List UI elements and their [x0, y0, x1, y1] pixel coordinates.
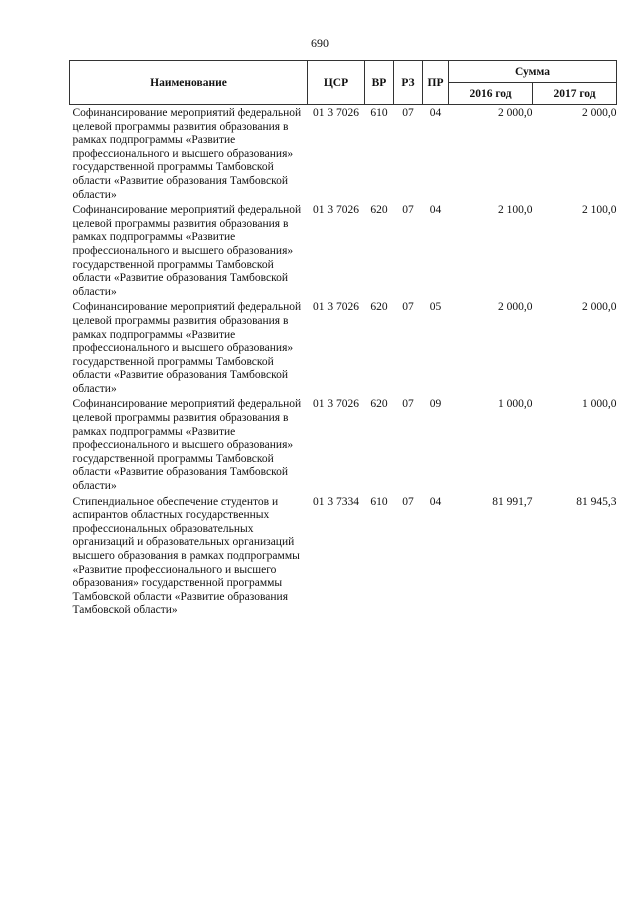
- row-name: Софинансирование мероприятий федеральной целевой программы развития образования в рамках подпрограммы «Развитие профессионального и высшего образования» государственной программы Тамбовской области «Развитие образования Тамбовской области»: [72, 107, 302, 201]
- row-rz: 07: [402, 301, 414, 314]
- row-sum-2016: 2 100,0: [498, 204, 533, 217]
- header-year-2016: 2016 год: [449, 83, 533, 105]
- row-name: Стипендиальное обеспечение студентов и аспирантов областных государственных профессиональных образовательных организаций и образовательных организаций высшего образования в рамках подпрограммы «Развитие профессионального и высшего образования» государственной программы Тамбовской области «Развитие образования Тамбовской области»: [72, 495, 300, 617]
- row-pr: 04: [429, 495, 442, 508]
- table-row: [70, 494, 617, 618]
- row-sum-2016: 1 000,0: [498, 398, 533, 411]
- row-csr: 01 3 7026: [313, 398, 359, 411]
- row-name: Софинансирование мероприятий федеральной целевой программы развития образования в рамках подпрограммы «Развитие профессионального и высшего образования» государственной программы Тамбовской области «Развитие образования Тамбовской области»: [72, 204, 302, 298]
- row-sum-2017: 1 000,0: [582, 398, 617, 411]
- row-sum-2016: 81 991,7: [492, 495, 533, 508]
- row-vr: 620: [370, 301, 388, 314]
- row-rz: 07: [402, 107, 414, 119]
- row-pr: 05: [429, 301, 442, 314]
- row-vr: 620: [370, 204, 388, 217]
- table-body: [70, 105, 617, 618]
- row-sum-2017: 2 000,0: [582, 301, 617, 314]
- row-name: Софинансирование мероприятий федеральной целевой программы развития образования в рамках подпрограммы «Развитие профессионального и высшего образования» государственной программы Тамбовской области «Развитие образования Тамбовской области»: [72, 398, 302, 493]
- row-vr: 610: [370, 107, 388, 119]
- row-pr: 04: [429, 107, 442, 119]
- row-csr: 01 3 7026: [313, 107, 359, 119]
- table-header: [70, 61, 617, 105]
- row-csr: 01 3 7026: [313, 301, 359, 314]
- row-rz: 07: [402, 495, 414, 508]
- budget-table: [69, 60, 617, 618]
- row-sum-2017: 2 100,0: [582, 204, 617, 217]
- row-csr: 01 3 7026: [313, 204, 359, 217]
- row-rz: 07: [402, 204, 414, 217]
- row-sum-2017: 2 000,0: [582, 107, 617, 119]
- table-row: [70, 396, 617, 493]
- row-sum-2016: 2 000,0: [498, 107, 533, 119]
- header-pr: ПР: [423, 61, 449, 105]
- row-sum-2017: 81 945,3: [576, 495, 617, 508]
- header-csr: ЦСР: [308, 61, 365, 105]
- row-vr: 620: [370, 398, 388, 411]
- header-rz: РЗ: [394, 61, 423, 105]
- header-vr: ВР: [365, 61, 394, 105]
- header-sum: Сумма: [449, 61, 617, 83]
- row-name: Софинансирование мероприятий федеральной целевой программы развития образования в рамках подпрограммы «Развитие профессионального и высшего образования» государственной программы Тамбовской области «Развитие образования Тамбовской области»: [72, 301, 302, 395]
- row-pr: 09: [429, 398, 442, 411]
- row-csr: 01 3 7334: [313, 495, 359, 508]
- table-row: [70, 202, 617, 299]
- row-rz: 07: [402, 398, 414, 411]
- row-sum-2016: 2 000,0: [498, 301, 533, 314]
- row-pr: 04: [429, 204, 442, 217]
- table-row: [70, 105, 617, 203]
- header-year-2017: 2017 год: [533, 83, 617, 105]
- page-number: 690: [311, 36, 329, 50]
- header-name: Наименование: [70, 61, 308, 105]
- row-vr: 610: [370, 495, 388, 508]
- table-row: [70, 299, 617, 396]
